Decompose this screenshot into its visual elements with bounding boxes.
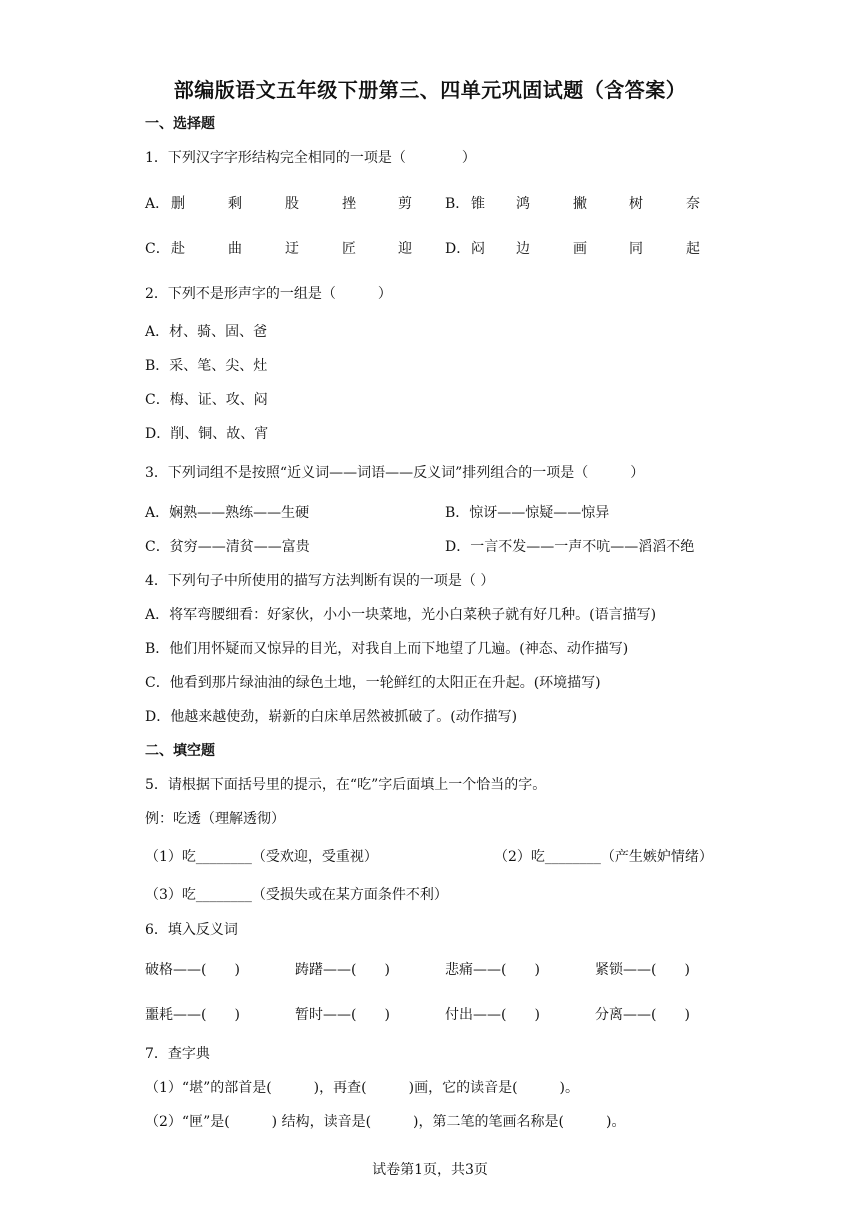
option-char: 锥 [471,196,485,212]
section-heading-fill: 二、填空题 [145,743,215,759]
question-5-example: 例：吃透（理解透彻） [145,811,285,827]
option-char: 起 [686,241,700,257]
question-4-option-d: D．他越来越使劲，崭新的白床单居然被抓破了。(动作描写) [145,709,518,725]
question-6-stem: 6．填入反义词 [145,922,238,938]
option-char: 曲 [228,241,242,257]
option-label: B． [445,196,470,212]
question-3-option-a: A．娴熟——熟练——生硬 [145,505,310,521]
antonym-item: 付出——( ) [445,1007,540,1023]
option-char: 画 [573,241,587,257]
option-char: 迎 [398,241,412,257]
option-char: 边 [516,241,530,257]
antonym-item: 破格——( ) [145,962,240,978]
question-4-option-c: C．他看到那片绿油油的绿色土地，一轮鲜红的太阳正在升起。(环境描写) [145,675,601,691]
option-char: 同 [629,241,643,257]
option-char: 剪 [398,196,412,212]
question-3-stem: 3．下列词组不是按照“近义词——词语——反义词”排列组合的一项是（ ） [145,465,645,481]
question-4-stem: 4．下列句子中所使用的描写方法判断有误的一项是（ ） [145,573,495,589]
question-5-item-2: （2）吃________（产生嫉妒情绪） [494,849,713,865]
option-char: 挫 [342,196,356,212]
question-3-option-d: D．一言不发——一声不吭——滔滔不绝 [445,539,695,555]
option-char: 匠 [342,241,356,257]
question-5-stem: 5．请根据下面括号里的提示，在“吃”字后面填上一个恰当的字。 [145,777,547,793]
option-char: 奈 [686,196,700,212]
option-char: 迂 [285,241,299,257]
question-4-option-b: B．他们用怀疑而又惊异的目光，对我自上而下地望了几遍。(神态、动作描写) [145,641,629,657]
option-label: C． [145,241,170,257]
question-3-option-b: B．惊讶——惊疑——惊异 [445,505,610,521]
question-7-item-1: （1）“堪”的部首是( )，再查( )画，它的读音是( )。 [145,1080,579,1096]
question-2-option-d: D．削、铜、故、宵 [145,426,269,442]
antonym-item: 分离——( ) [595,1007,690,1023]
option-char: 树 [629,196,643,212]
antonym-item: 悲痛——( ) [445,962,540,978]
question-3-option-c: C．贫穷——清贫——富贵 [145,539,310,555]
option-label: A． [145,196,170,212]
antonym-item: 踌躇——( ) [295,962,390,978]
question-1-stem: 1．下列汉字字形结构完全相同的一项是（ ） [145,150,476,166]
question-2-stem: 2．下列不是形声字的一组是（ ） [145,286,392,302]
option-char: 闷 [471,241,485,257]
option-char: 鸿 [516,196,530,212]
option-char: 撇 [573,196,587,212]
option-char: 赴 [171,241,185,257]
option-label: D． [445,241,471,257]
option-char: 剩 [228,196,242,212]
question-2-option-a: A．材、骑、固、爸 [145,324,268,340]
antonym-item: 暂时——( ) [295,1007,390,1023]
antonym-item: 噩耗——( ) [145,1007,240,1023]
question-5-item-1: （1）吃________（受欢迎，受重视） [145,849,378,865]
question-5-item-3: （3）吃________（受损失或在某方面条件不利） [145,887,448,903]
question-7-item-2: （2）“匣”是( ) 结构，读音是( )，第二笔的笔画名称是( )。 [145,1114,626,1130]
page-footer: 试卷第1页，共3页 [372,1162,488,1178]
antonym-item: 紧锁——( ) [595,962,690,978]
section-heading-choice: 一、选择题 [145,116,215,132]
option-char: 股 [285,196,299,212]
question-7-stem: 7．查字典 [145,1046,210,1062]
page-title: 部编版语文五年级下册第三、四单元巩固试题（含答案） [173,78,687,102]
question-2-option-c: C．梅、证、攻、闷 [145,392,268,408]
question-2-option-b: B．采、笔、尖、灶 [145,358,268,374]
option-char: 删 [171,196,185,212]
question-4-option-a: A．将军弯腰细看：好家伙，小小一块菜地，光小白菜秧子就有好几种。(语言描写) [145,607,657,623]
